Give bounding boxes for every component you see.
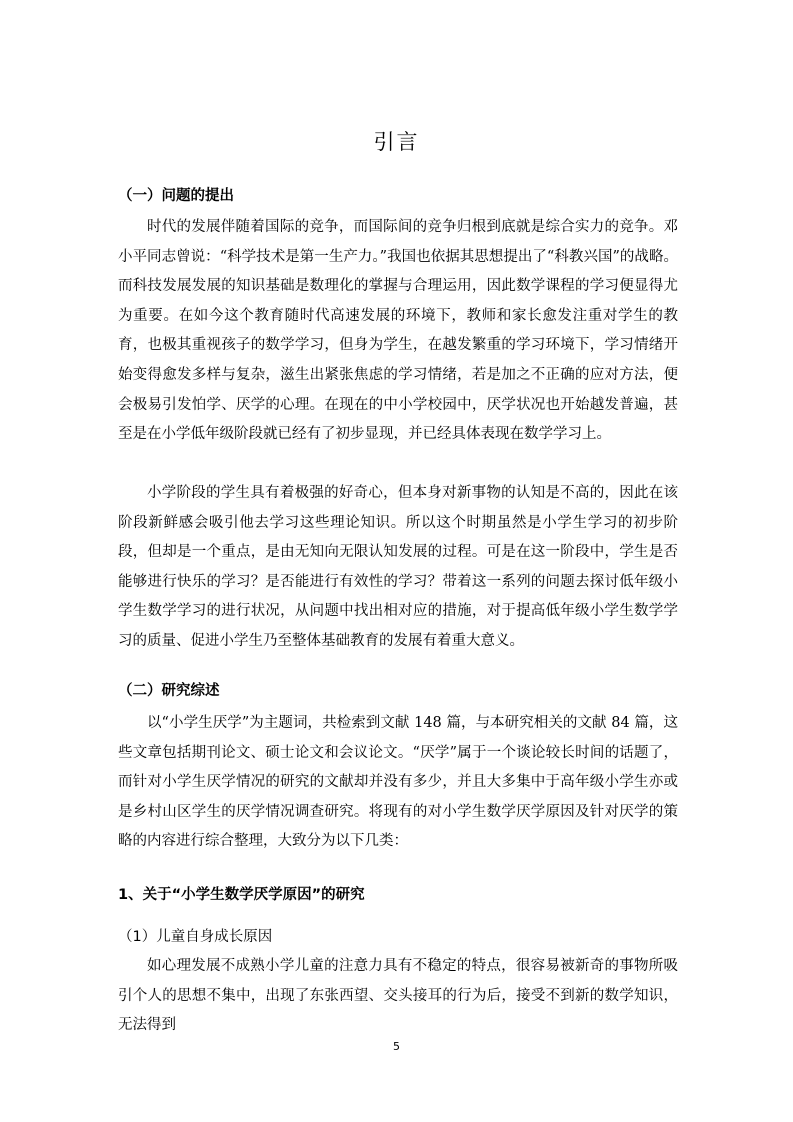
subsection-heading-causes: 1、关于“小学生数学厌学原因”的研究 [118,887,365,903]
paragraph: 小学阶段的学生具有着极强的好奇心，但本身对新事物的认知是不高的，因此在该阶段新鲜感会吸引他去学习这些理论知识。所以这个时期虽然是小学生学习的初步阶段，但却是一个重点，是由无知向无限认知发展的过程。可是在这一阶段中，学生是否能够进行快乐的学习？是否能进行有效性的学习？带着这一系列的问题去探讨低年级小学生数学学习的进行状况，从问题中找出相对应的措施，对于提高低年级小学生数学学习的质量、促进小学生乃至整体基础教育的发展有着重大意义。 [118,485,678,649]
section-heading-problem: （一）问题的提出 [118,188,234,204]
paragraph: 以“小学生厌学”为主题词，共检索到文献 148 篇，与本研究相关的文献 84 篇，这些文章包括期刊论文、硕士论文和会议论文。“厌学”属于一个谈论较长时间的话题了，而针对小学生厌学情况的研究的文献却并没有多少，并且大多集中于高年级小学生亦或是乡村山区学生的厌学情况调查研究。将现有的对小学生数学厌学原因及针对厌学的策略的内容进行综合整理，大致分为以下几类： [118,715,678,850]
subsubsection-heading-growth: （1）儿童自身成长原因 [118,929,273,945]
paragraph: 时代的发展伴随着国际的竞争，而国际间的竞争归根到底就是综合实力的竞争。邓小平同志曾说：“科学技术是第一生产力。”我国也依据其思想提出了“科教兴国”的战略。而科技发展发展的知识基础是数理化的掌握与合理运用，因此数学课程的学习便显得尤为重要。在如今这个教育随时代高速发展的环境下，教师和家长愈发注重对学生的教育，也极其重视孩子的数学学习，但身为学生，在越发繁重的学习环境下，学习情绪开始变得愈发多样与复杂，滋生出紧张焦虑的学习情绪，若是加之不正确的应对方法，便会极易引发怕学、厌学的心理。在现在的中小学校园中，厌学状况也开始越发普遍，甚至是在小学低年级阶段就已经有了初步显现，并已经具体表现在数学学习上。 [118,219,678,443]
paragraph: 如心理发展不成熟小学儿童的注意力具有不稳定的特点，很容易被新奇的事物所吸引个人的思想不集中，出现了东张西望、交头接耳的行为后，接受不到新的数学知识，无法得到 [118,958,678,1034]
page-title: 引言 [373,130,420,154]
section-heading-review: （二）研究综述 [118,683,220,699]
page-number: 5 [393,1040,400,1053]
